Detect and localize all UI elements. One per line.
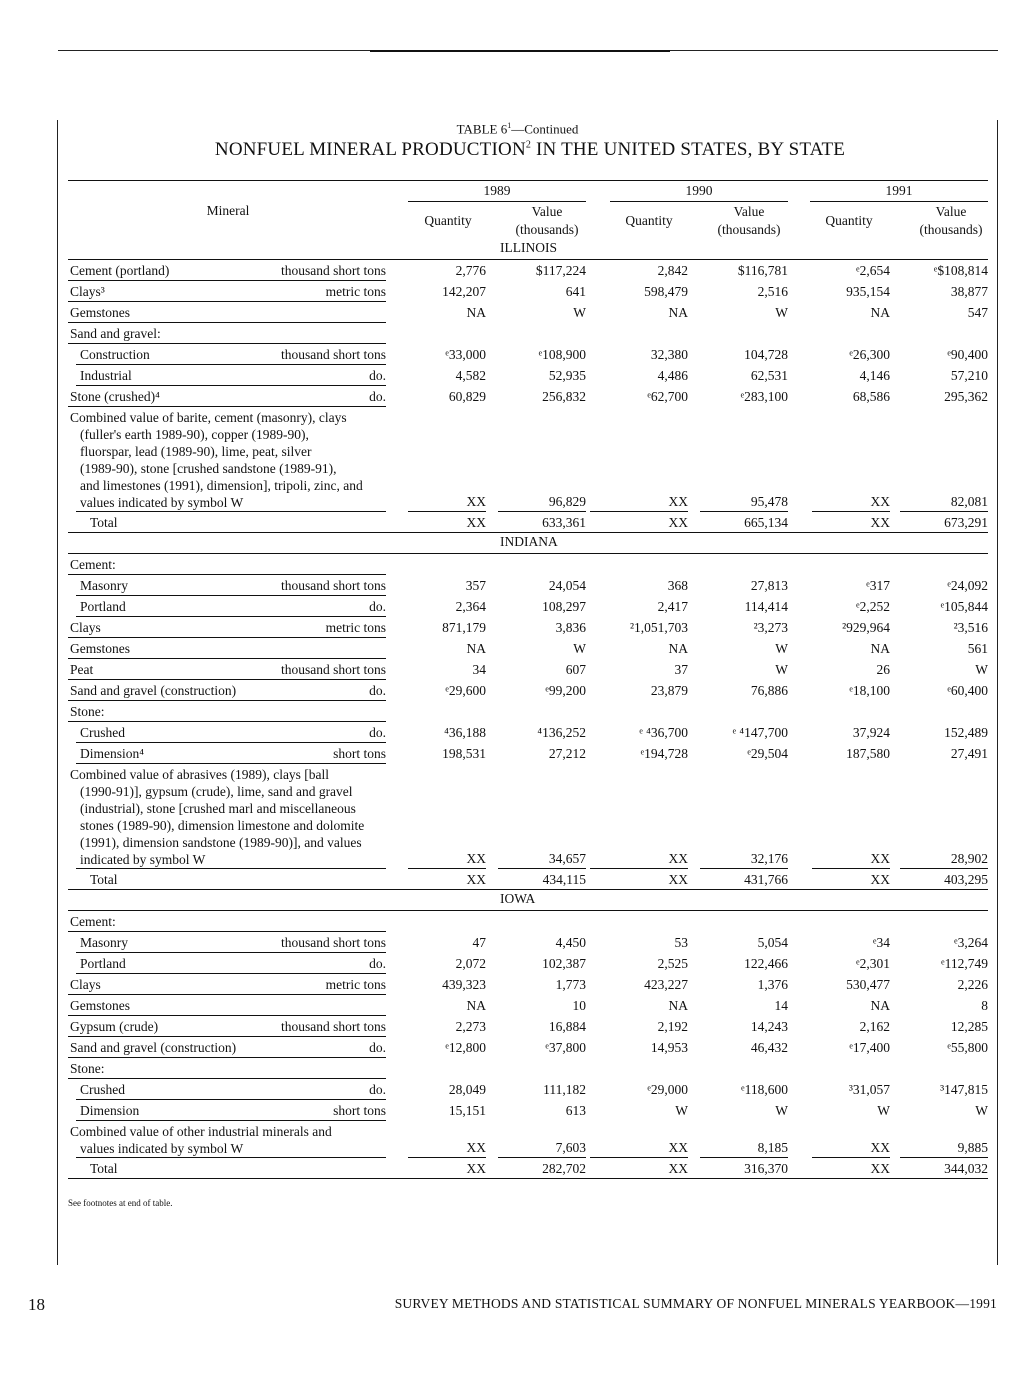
total-row <box>68 1158 988 1179</box>
state-heading-iowa <box>408 890 740 911</box>
row-unit: thousand short tons <box>280 662 386 677</box>
value-header-0: Value <box>531 204 563 219</box>
combined-value-line: values indicated by symbol W <box>80 1141 244 1156</box>
table-row <box>68 743 988 764</box>
value-cell: 2,516 <box>757 284 788 299</box>
value-cell: NA <box>668 641 688 656</box>
row-label: Crushed <box>80 725 125 740</box>
row-label: Sand and gravel: <box>70 326 161 341</box>
value-cell: XX <box>466 515 486 530</box>
row-label: Construction <box>80 347 150 362</box>
value-cell: 76,886 <box>750 683 788 698</box>
value-cell: W <box>975 662 988 677</box>
row-label: Sand and gravel (construction) <box>70 683 237 698</box>
value-cell: 598,479 <box>644 284 688 299</box>
table-title: NONFUEL MINERAL PRODUCTION$^2$ IN THE UNITED STATES, BY STATE <box>214 139 846 160</box>
combined-value-line: Combined value of barite, cement (masonry), clays <box>70 410 347 425</box>
row-unit: do. <box>369 683 386 698</box>
combined-value-row <box>68 491 988 512</box>
header-top-rule <box>68 180 988 181</box>
value-cell: 530,477 <box>846 977 890 992</box>
right-border <box>997 120 998 1265</box>
table-row <box>68 932 988 953</box>
value-unit-header-1: (thousands) <box>717 222 781 237</box>
value-cell: 1,376 <box>757 977 788 992</box>
value-cell: XX <box>668 1161 688 1176</box>
value-cell: 439,323 <box>442 977 486 992</box>
value-cell: 316,370 <box>744 1161 788 1176</box>
table-row <box>68 554 988 575</box>
value-cell: 152,489 <box>944 725 988 740</box>
value-cell: 198,531 <box>442 746 486 761</box>
row-label: Cement: <box>70 914 116 929</box>
combined-value-row <box>68 1137 988 1158</box>
value-cell: ᵉ55,800 <box>947 1040 988 1055</box>
value-cell: 9,885 <box>957 1140 988 1155</box>
value-cell: 14 <box>774 998 788 1013</box>
table-row <box>68 617 988 638</box>
value-cell: 673,291 <box>944 515 988 530</box>
value-cell: ᵉ194,728 <box>640 746 688 761</box>
value-cell: 2,776 <box>455 263 486 278</box>
row-unit: do. <box>369 368 386 383</box>
value-cell: 357 <box>465 578 486 593</box>
value-cell: ᵉ2,301 <box>856 956 890 971</box>
value-cell: 8,185 <box>757 1140 788 1155</box>
row-label: Stone: <box>70 1061 105 1076</box>
value-cell: ᵉ29,000 <box>647 1082 688 1097</box>
value-cell: 32,176 <box>750 851 788 866</box>
combined-value-line: stones (1989-90), dimension limestone and dolomite <box>80 818 365 833</box>
value-cell: ⁴36,188 <box>444 725 486 740</box>
value-cell: ᵉ317 <box>866 578 890 593</box>
value-cell: 27,212 <box>548 746 586 761</box>
combined-value-line: and limestones (1991), dimension], tripoli, zinc, and <box>80 478 363 493</box>
value-cell: 2,162 <box>859 1019 890 1034</box>
table-row <box>68 344 988 365</box>
value-cell: 122,466 <box>744 956 788 971</box>
row-label: Gemstones <box>70 998 130 1013</box>
row-label: Crushed <box>80 1082 125 1097</box>
value-cell: 28,049 <box>448 1082 486 1097</box>
page-number: 18 <box>28 1295 45 1314</box>
value-cell: 665,134 <box>744 515 788 530</box>
row-unit: do. <box>369 1040 386 1055</box>
row-label: Portland <box>80 599 126 614</box>
value-cell: XX <box>466 1140 486 1155</box>
value-cell: XX <box>466 1161 486 1176</box>
row-label: Gemstones <box>70 641 130 656</box>
value-cell: 344,032 <box>944 1161 988 1176</box>
value-cell: 108,297 <box>542 599 586 614</box>
value-cell: W <box>775 662 788 677</box>
value-cell: ²3,516 <box>953 620 988 635</box>
row-label: Clays <box>70 620 101 635</box>
year-header-2: 1991 <box>885 183 913 198</box>
row-label: Portland <box>80 956 126 971</box>
combined-value-line: Combined value of abrasives (1989), clays [ball <box>70 767 330 782</box>
state-name: ILLINOIS <box>500 240 557 255</box>
value-cell: XX <box>870 1161 890 1176</box>
row-unit: do. <box>369 599 386 614</box>
value-cell: 2,842 <box>657 263 688 278</box>
footnote: See footnotes at end of table. <box>68 1198 173 1208</box>
row-label: Gemstones <box>70 305 130 320</box>
value-cell: ᵉ62,700 <box>647 389 688 404</box>
value-cell: XX <box>668 872 688 887</box>
value-cell: ᵉ2,654 <box>856 263 890 278</box>
value-header-1: Value <box>733 204 765 219</box>
value-cell: 434,115 <box>542 872 586 887</box>
table-row <box>68 386 988 407</box>
combined-value-line: values indicated by symbol W <box>80 495 244 510</box>
value-cell: ᵉ17,400 <box>849 1040 890 1055</box>
total-label: Total <box>90 872 118 887</box>
row-label: Gypsum (crude) <box>70 1019 159 1034</box>
value-cell: ᵉ12,800 <box>445 1040 486 1055</box>
row-unit: thousand short tons <box>280 347 386 362</box>
value-cell: NA <box>466 305 486 320</box>
table-row <box>68 953 988 974</box>
value-cell: 4,146 <box>859 368 890 383</box>
value-cell: XX <box>870 515 890 530</box>
value-cell: 2,417 <box>657 599 688 614</box>
label-rule <box>76 763 386 764</box>
value-cell: 4,582 <box>455 368 486 383</box>
value-cell: 32,380 <box>650 347 688 362</box>
row-label: Dimension <box>80 1103 140 1118</box>
table-row <box>68 701 988 722</box>
table-row <box>68 1100 988 1121</box>
value-cell: ᵉ$108,814 <box>933 263 988 278</box>
combined-value-line: Combined value of other industrial minerals and <box>70 1124 332 1139</box>
value-cell: W <box>775 305 788 320</box>
value-cell: 15,151 <box>448 1103 486 1118</box>
value-cell: XX <box>668 494 688 509</box>
value-cell: NA <box>668 998 688 1013</box>
value-cell: XX <box>668 515 688 530</box>
table-row <box>68 260 988 281</box>
combined-value-line: indicated by symbol W <box>80 852 206 867</box>
value-cell: 102,387 <box>542 956 586 971</box>
running-footer: SURVEY METHODS AND STATISTICAL SUMMARY OF NONFUEL MINERALS YEARBOOK—1991 <box>394 1296 997 1311</box>
value-cell: ²929,964 <box>842 620 890 635</box>
value-cell: 111,182 <box>543 1082 586 1097</box>
value-cell: ᵉ112,749 <box>941 956 988 971</box>
total-label: Total <box>90 1161 118 1176</box>
value-cell: 47 <box>472 935 486 950</box>
row-unit: metric tons <box>325 977 386 992</box>
value-cell: W <box>877 1103 890 1118</box>
mineral-header: Mineral <box>206 203 250 218</box>
value-cell: 57,210 <box>950 368 988 383</box>
table-caption: TABLE $6^1—Continued$ <box>456 121 579 137</box>
table-row <box>68 722 988 743</box>
value-cell: XX <box>668 1140 688 1155</box>
value-cell: 96,829 <box>548 494 586 509</box>
value-unit-header-0: (thousands) <box>515 222 579 237</box>
row-label: Masonry <box>80 935 128 950</box>
value-cell: 633,361 <box>542 515 586 530</box>
row-unit: thousand short tons <box>280 935 386 950</box>
value-cell: 27,813 <box>750 578 788 593</box>
table-row <box>68 638 988 659</box>
table-row <box>68 1037 988 1058</box>
state-name: IOWA <box>500 891 536 906</box>
value-cell: 431,766 <box>744 872 788 887</box>
row-unit: thousand short tons <box>280 1019 386 1034</box>
value-cell: XX <box>466 851 486 866</box>
value-cell: 613 <box>565 1103 586 1118</box>
value-cell: NA <box>668 305 688 320</box>
total-row <box>68 869 988 890</box>
quantity-header-0: Quantity <box>424 213 472 228</box>
value-cell: NA <box>466 641 486 656</box>
value-cell: 2,226 <box>957 977 988 992</box>
state-name: INDIANA <box>500 534 558 549</box>
row-unit: do. <box>369 1082 386 1097</box>
row-unit: metric tons <box>325 620 386 635</box>
row-unit: thousand short tons <box>280 578 386 593</box>
value-cell: $117,224 <box>535 263 586 278</box>
table-row <box>68 1079 988 1100</box>
row-unit: do. <box>369 389 386 404</box>
value-cell: ᵉ33,000 <box>445 347 486 362</box>
value-cell: 34,657 <box>548 851 586 866</box>
value-cell: 187,580 <box>846 746 890 761</box>
value-cell: 68,586 <box>852 389 890 404</box>
combined-value-line: (1991), dimension sandstone (1989-90)], and values <box>80 835 362 850</box>
value-cell: 26 <box>876 662 890 677</box>
combined-value-line: (1990-91)], gypsum (crude), lime, sand and gravel <box>80 784 353 799</box>
row-label: Clays <box>70 977 101 992</box>
value-cell: 142,207 <box>442 284 486 299</box>
value-cell: 8 <box>981 998 988 1013</box>
value-cell: 24,054 <box>548 578 586 593</box>
value-cell: 871,179 <box>442 620 486 635</box>
table-row <box>68 575 988 596</box>
value-cell: ᵉ2,252 <box>856 599 890 614</box>
value-cell: XX <box>870 872 890 887</box>
state-heading-illinois <box>408 239 740 260</box>
year-rule-1 <box>610 201 788 202</box>
value-cell: ᵉ108,900 <box>538 347 586 362</box>
table-row <box>68 1016 988 1037</box>
value-cell: W <box>573 641 586 656</box>
value-cell: 4,486 <box>657 368 688 383</box>
value-cell: 2,192 <box>657 1019 688 1034</box>
value-cell: 368 <box>667 578 688 593</box>
value-cell: 2,072 <box>455 956 486 971</box>
value-cell: ᵉ37,800 <box>545 1040 586 1055</box>
quantity-header-2: Quantity <box>825 213 873 228</box>
value-cell: 16,884 <box>548 1019 586 1034</box>
row-label: Clays³ <box>70 284 105 299</box>
row-label: Cement: <box>70 557 116 572</box>
value-cell: 561 <box>967 641 988 656</box>
value-cell: ᵉ60,400 <box>947 683 988 698</box>
row-label: Sand and gravel (construction) <box>70 1040 237 1055</box>
row-unit: short tons <box>333 746 386 761</box>
value-cell: 114,414 <box>744 599 788 614</box>
state-heading-indiana <box>408 533 740 554</box>
value-cell: 282,702 <box>542 1161 586 1176</box>
value-cell: 403,295 <box>944 872 988 887</box>
label-rule <box>68 406 386 407</box>
value-cell: 34 <box>472 662 486 677</box>
table-row <box>68 659 988 680</box>
value-cell: 256,832 <box>542 389 586 404</box>
value-cell: NA <box>870 641 890 656</box>
value-cell: 7,603 <box>555 1140 586 1155</box>
combined-value-line: (industrial), stone [crushed marl and miscellaneous <box>80 801 356 816</box>
value-cell: 28,902 <box>950 851 988 866</box>
value-cell: 607 <box>565 662 586 677</box>
value-cell: 10 <box>572 998 586 1013</box>
value-cell: ᵉ24,092 <box>947 578 988 593</box>
total-row <box>68 512 988 533</box>
value-cell: 2,273 <box>455 1019 486 1034</box>
row-unit: short tons <box>333 1103 386 1118</box>
value-cell: 62,531 <box>750 368 788 383</box>
value-cell: 23,879 <box>650 683 688 698</box>
value-cell: ⁴136,252 <box>537 725 586 740</box>
value-cell: 52,935 <box>548 368 586 383</box>
combined-value-row <box>68 848 988 869</box>
table-row <box>68 911 988 932</box>
table-row <box>68 365 988 386</box>
value-cell: 5,054 <box>757 935 788 950</box>
value-header-2: Value <box>935 204 967 219</box>
value-cell: ᵉ26,300 <box>849 347 890 362</box>
value-cell: XX <box>870 1140 890 1155</box>
value-cell: ᵉ18,100 <box>849 683 890 698</box>
table-row <box>68 302 988 323</box>
year-rule-2 <box>810 201 988 202</box>
value-cell: 82,081 <box>950 494 988 509</box>
value-cell: ᵉ90,400 <box>947 347 988 362</box>
value-cell: W <box>675 1103 688 1118</box>
row-label: Stone: <box>70 704 105 719</box>
value-cell: XX <box>870 851 890 866</box>
value-unit-header-2: (thousands) <box>919 222 983 237</box>
value-cell: XX <box>466 494 486 509</box>
combined-value-line: (1989-90), stone [crushed sandstone (1989-91), <box>80 461 337 476</box>
value-cell: ᵉ29,600 <box>445 683 486 698</box>
value-cell: NA <box>466 998 486 1013</box>
combined-value-line: (fuller's earth 1989-90), copper (1989-90), <box>80 427 309 442</box>
left-border <box>57 120 58 1265</box>
table-row <box>68 680 988 701</box>
table-row <box>68 995 988 1016</box>
value-cell: 46,432 <box>750 1040 788 1055</box>
quantity-header-1: Quantity <box>625 213 673 228</box>
value-cell: 4,450 <box>555 935 586 950</box>
value-cell: ᵉ29,504 <box>747 746 788 761</box>
value-cell: ³147,815 <box>940 1082 988 1097</box>
value-cell: ᵉ34 <box>873 935 890 950</box>
row-label: Industrial <box>80 368 132 383</box>
value-cell: 423,227 <box>644 977 688 992</box>
table-row <box>68 1058 988 1079</box>
value-cell: W <box>975 1103 988 1118</box>
value-cell: ³31,057 <box>848 1082 890 1097</box>
value-cell: 1,773 <box>555 977 586 992</box>
table-row <box>68 596 988 617</box>
row-label: Dimension⁴ <box>80 746 144 761</box>
top-rule-accent <box>370 50 670 52</box>
value-cell: 641 <box>565 284 586 299</box>
row-unit: do. <box>369 956 386 971</box>
total-label: Total <box>90 515 118 530</box>
table-row <box>68 281 988 302</box>
value-cell: ²3,273 <box>753 620 788 635</box>
row-label: Cement (portland) <box>70 263 170 278</box>
value-cell: 53 <box>674 935 688 950</box>
year-header-1: 1990 <box>685 183 713 198</box>
table-row <box>68 974 988 995</box>
value-cell: ᵉ ⁴36,700 <box>639 725 688 740</box>
value-cell: 104,728 <box>744 347 788 362</box>
value-cell: 60,829 <box>448 389 486 404</box>
value-cell: ᵉ118,600 <box>741 1082 788 1097</box>
table-row <box>68 323 988 344</box>
row-unit: do. <box>369 725 386 740</box>
value-cell: W <box>775 1103 788 1118</box>
value-cell: ᵉ99,200 <box>545 683 586 698</box>
value-cell: 27,491 <box>950 746 988 761</box>
row-unit: metric tons <box>325 284 386 299</box>
value-cell: W <box>573 305 586 320</box>
value-cell: 935,154 <box>846 284 890 299</box>
value-cell: ᵉ283,100 <box>740 389 788 404</box>
combined-value-line: fluorspar, lead (1989-90), lime, peat, silver <box>80 444 312 459</box>
value-cell: 3,836 <box>555 620 586 635</box>
value-cell: ᵉ105,844 <box>940 599 988 614</box>
value-cell: 95,478 <box>750 494 788 509</box>
year-header-0: 1989 <box>483 183 511 198</box>
row-label: Peat <box>70 662 94 677</box>
value-cell: 12,285 <box>950 1019 988 1034</box>
value-cell: 2,364 <box>455 599 486 614</box>
total-rule <box>68 1178 988 1179</box>
value-cell: 14,243 <box>750 1019 788 1034</box>
value-cell: ᵉ3,264 <box>954 935 988 950</box>
row-label: Stone (crushed)⁴ <box>70 389 160 404</box>
value-cell: 2,525 <box>657 956 688 971</box>
row-label: Masonry <box>80 578 128 593</box>
value-cell: 547 <box>967 305 988 320</box>
value-cell: 37,924 <box>852 725 890 740</box>
label-rule <box>76 1120 386 1121</box>
value-cell: XX <box>466 872 486 887</box>
value-cell: XX <box>870 494 890 509</box>
value-cell: 38,877 <box>950 284 988 299</box>
value-cell: ᵉ ⁴147,700 <box>732 725 788 740</box>
value-cell: ²1,051,703 <box>629 620 688 635</box>
value-cell: NA <box>870 998 890 1013</box>
value-cell: XX <box>668 851 688 866</box>
value-cell: $116,781 <box>737 263 788 278</box>
row-unit: thousand short tons <box>280 263 386 278</box>
value-cell: 14,953 <box>650 1040 688 1055</box>
value-cell: W <box>775 641 788 656</box>
value-cell: NA <box>870 305 890 320</box>
value-cell: 295,362 <box>944 389 988 404</box>
value-cell: 37 <box>674 662 688 677</box>
year-rule-0 <box>408 201 586 202</box>
